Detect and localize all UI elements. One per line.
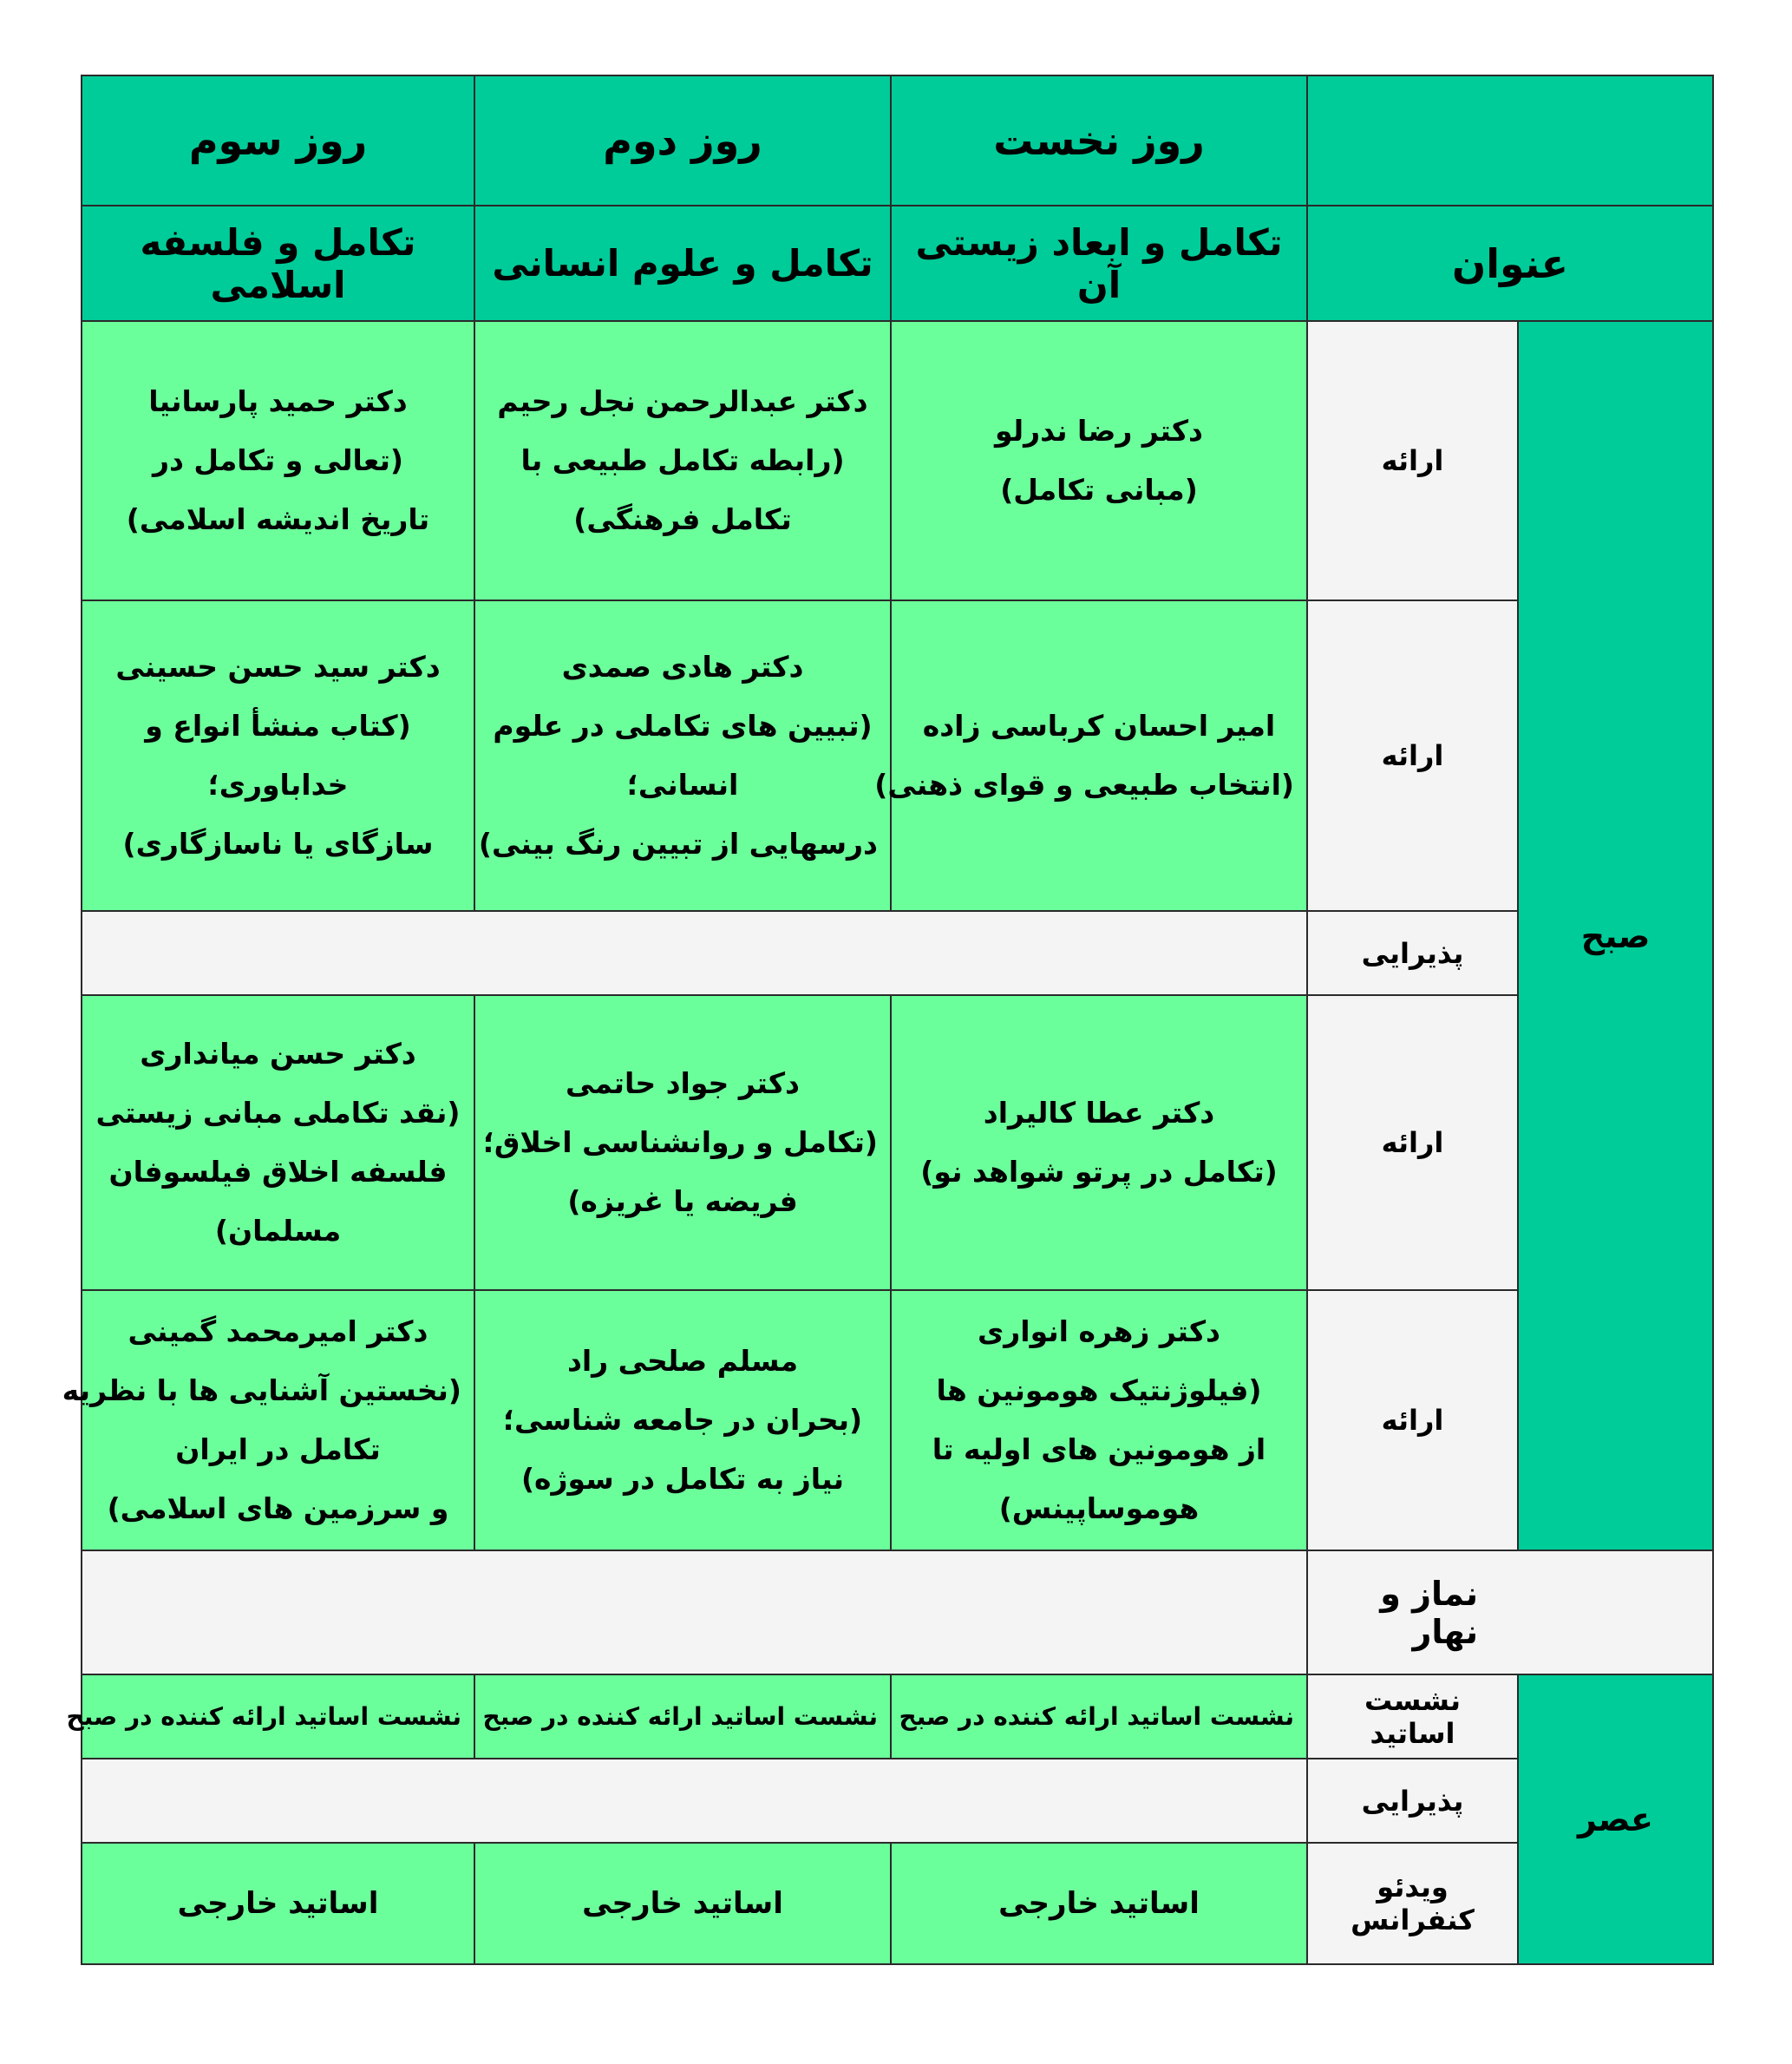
talk-title-line: نیاز به تکامل در سوژه)	[520, 1462, 845, 1496]
talk-title-line: هوموساپینس)	[998, 1491, 1200, 1525]
afternoon-session-row	[82, 1674, 1713, 1759]
speaker-name: دکتر حمید پارسانیا	[148, 384, 408, 418]
title-label: عنوان	[1307, 206, 1713, 321]
header-day-2: روز دوم	[474, 75, 891, 206]
lunch-label: نماز و نهار	[1307, 1550, 1713, 1674]
header-day-1: روز نخست	[891, 75, 1307, 206]
talk-title-line: (فیلوژنتیک هومونین ها	[936, 1373, 1262, 1407]
video-conference-label: ویدئو کنفرانس	[1307, 1843, 1518, 1964]
header-day-3: روز سوم	[82, 75, 474, 206]
session-day-3	[82, 600, 474, 911]
morning-row-1	[82, 321, 1713, 600]
morning-row-3	[82, 995, 1713, 1290]
speaker-name: مسلم صلحی راد	[566, 1344, 799, 1378]
talk-title-line: (نقد تکاملی مبانی زیستی	[95, 1096, 461, 1130]
speaker-name: دکتر رضا ندرلو	[995, 414, 1203, 448]
talk-title-line: خداباوری؛	[207, 768, 349, 802]
speaker-name: دکتر جواد حاتمی	[566, 1066, 800, 1100]
talk-title-line: (تکامل در پرتو شواهد نو)	[920, 1155, 1278, 1189]
reception-label: پذیرایی	[1307, 911, 1518, 995]
morning-row-4	[82, 1290, 1713, 1550]
speaker-name: امیر احسان کرباسی زاده	[922, 709, 1276, 743]
conference-schedule-table	[62, 75, 1714, 1965]
lunch-row	[82, 1550, 1713, 1674]
talk-title-line: درسهایی از تبیین رنگ بینی)	[478, 827, 878, 861]
header-titles-row	[82, 206, 1713, 321]
session-day-3	[82, 321, 474, 600]
talk-title-line: فلسفه اخلاق فیلسوفان	[108, 1155, 448, 1189]
talk-title-line: تکامل فرهنگی)	[573, 502, 792, 536]
title-day-1: تکامل و ابعاد زیستی آن	[891, 206, 1307, 321]
talk-title-line: (کتاب منشأ انواع و	[145, 709, 411, 743]
talk-title-line: انسانی؛	[626, 768, 739, 802]
session-note-day-1: نشست اساتید ارائه کننده در صبح	[891, 1674, 1307, 1759]
speaker-name: دکتر امیرمحمد گمینی	[128, 1314, 428, 1348]
reception-spacer	[82, 1759, 1307, 1843]
talk-title-line: تاریخ اندیشه اسلامی)	[126, 502, 430, 536]
talk-title-line: مسلمان)	[214, 1214, 342, 1248]
header-days-row	[82, 75, 1713, 206]
afternoon-video-row	[82, 1843, 1713, 1964]
session-day-2	[474, 600, 891, 911]
talk-title-line: (نخستین آشنایی ها با نظریه	[62, 1373, 461, 1407]
session-day-3	[82, 995, 474, 1290]
afternoon-reception-row	[82, 1759, 1713, 1843]
session-day-1	[891, 1290, 1307, 1550]
presentation-label: ارائه	[1307, 995, 1518, 1290]
presentation-label: ارائه	[1307, 1290, 1518, 1550]
period-morning: صبح	[1518, 321, 1713, 1550]
talk-title-line: فریضه یا غریزه)	[567, 1184, 798, 1218]
video-day-3: اساتید خارجی	[82, 1843, 474, 1964]
video-day-1: اساتید خارجی	[891, 1843, 1307, 1964]
talk-title-line: (تکامل و روانشناسی اخلاق؛	[482, 1125, 878, 1159]
session-day-2	[474, 1290, 891, 1550]
session-label: نشست اساتید	[1307, 1674, 1518, 1759]
speaker-name: دکتر عطا کالیراد	[983, 1096, 1215, 1130]
title-day-2: تکامل و علوم انسانی	[474, 206, 891, 321]
presentation-label: ارائه	[1307, 600, 1518, 911]
video-day-2: اساتید خارجی	[474, 1843, 891, 1964]
lunch-spacer	[82, 1550, 1307, 1674]
session-day-1	[891, 995, 1307, 1290]
talk-title-line: (تبیین های تکاملی در علوم	[493, 709, 873, 743]
talk-title-line: (تعالی و تکامل در	[152, 443, 404, 477]
speaker-name: دکتر سید حسن حسینی	[115, 650, 441, 684]
session-note-day-2: نشست اساتید ارائه کننده در صبح	[474, 1674, 891, 1759]
session-day-2	[474, 995, 891, 1290]
reception-spacer	[82, 911, 1307, 995]
morning-reception-row	[82, 911, 1713, 995]
morning-row-2	[82, 600, 1713, 911]
talk-title-line: (انتخاب طبیعی و قوای ذهنی)	[874, 768, 1294, 802]
talk-title-line: (بحران در جامعه شناسی؛	[502, 1403, 863, 1437]
talk-title-line: و سرزمین های اسلامی)	[107, 1491, 449, 1525]
session-day-1	[891, 321, 1307, 600]
talk-title-line: تکامل در ایران	[175, 1432, 381, 1466]
title-day-3: تکامل و فلسفه اسلامی	[82, 206, 474, 321]
period-afternoon: عصر	[1518, 1674, 1713, 1964]
session-day-2	[474, 321, 891, 600]
session-note-day-3: نشست اساتید ارائه کننده در صبح	[82, 1674, 474, 1759]
presentation-label: ارائه	[1307, 321, 1518, 600]
session-day-3	[62, 1290, 474, 1550]
speaker-name: دکتر حسن میانداری	[140, 1037, 416, 1071]
reception-label: پذیرایی	[1307, 1759, 1518, 1843]
talk-title-line: سازگای یا ناسازگاری)	[122, 827, 434, 861]
speaker-name: دکتر عبدالرحمن نجل رحیم	[497, 384, 868, 418]
speaker-name: دکتر هادی صمدی	[561, 650, 804, 684]
talk-title-line: (رابطه تکامل طبیعی با	[520, 443, 845, 477]
session-day-1	[874, 600, 1307, 911]
talk-title-line: (مبانی تکامل)	[1000, 473, 1198, 507]
header-corner	[1307, 75, 1713, 206]
speaker-name: دکتر زهره انواری	[978, 1314, 1220, 1348]
talk-title-line: از هومونین های اولیه تا	[932, 1432, 1266, 1466]
